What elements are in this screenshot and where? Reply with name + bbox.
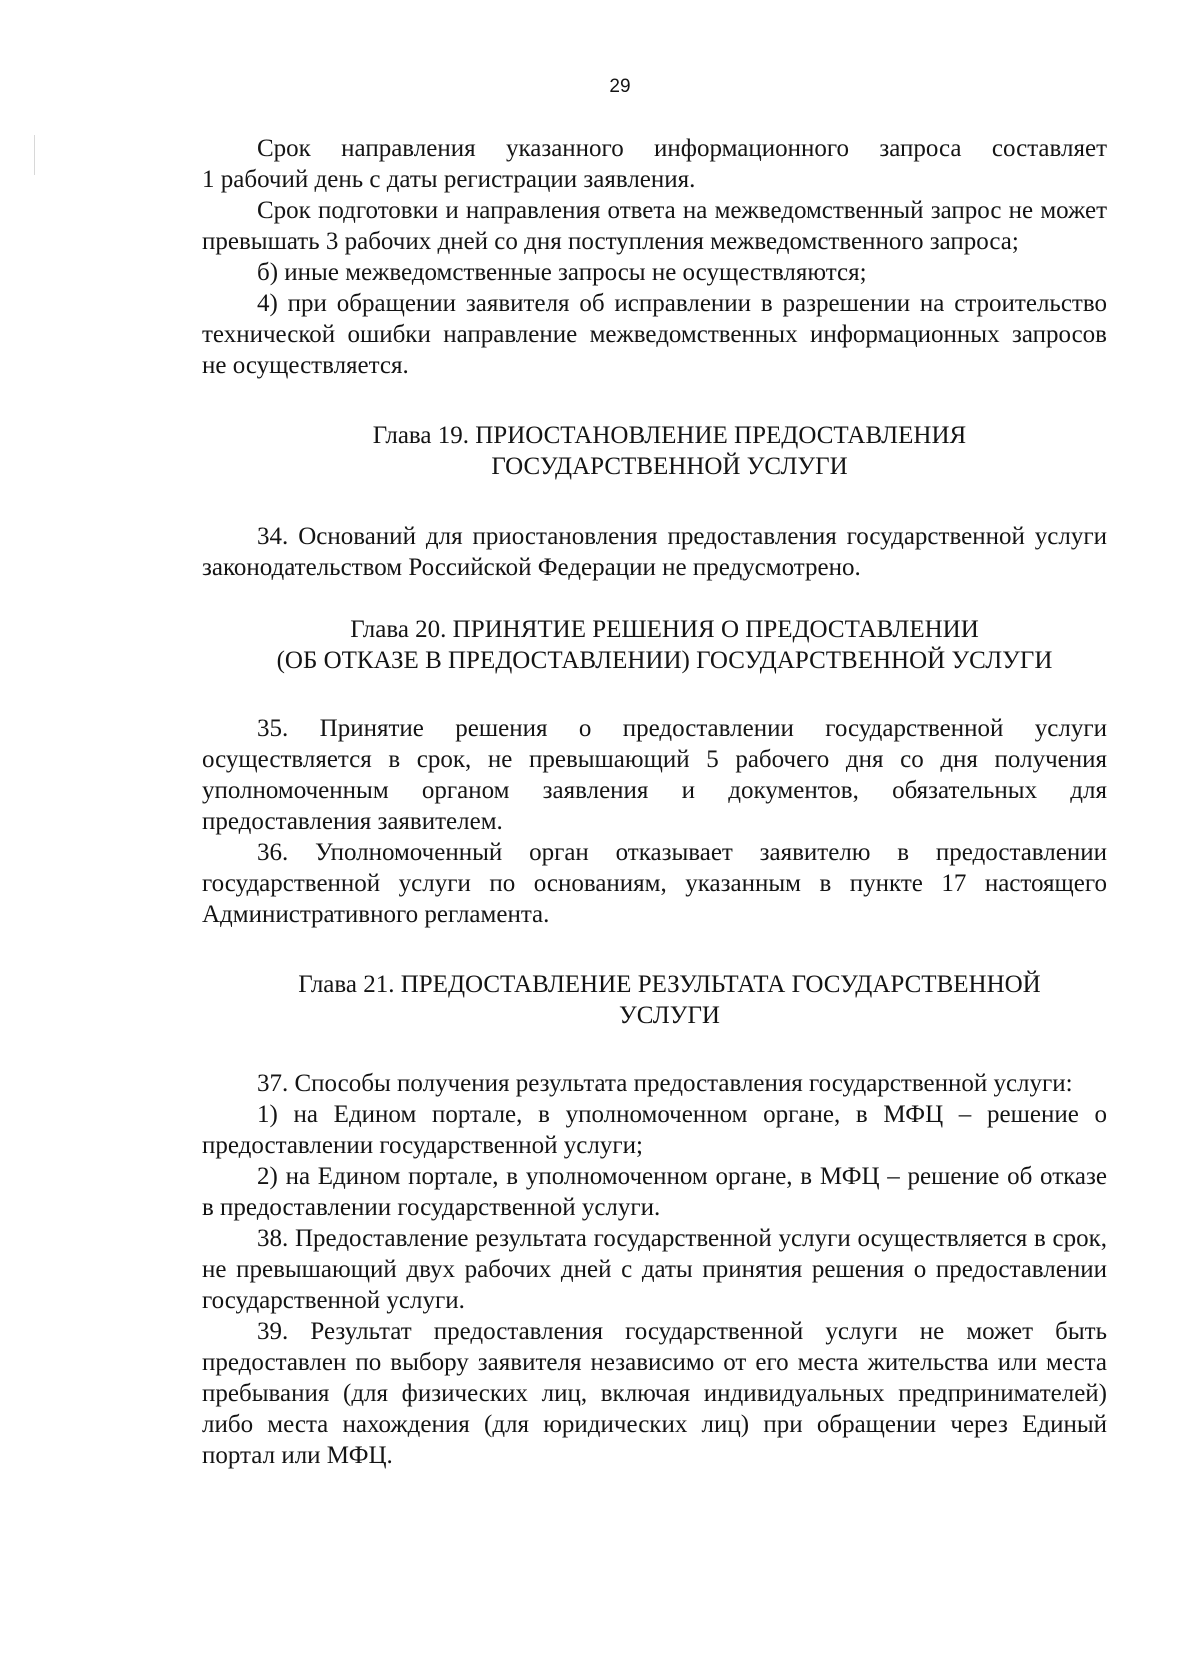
paragraph-request-deadline: Срок направления указанного информационного запроса составляет <box>257 135 1107 162</box>
chapter-21-heading <box>202 969 1107 1031</box>
chapter-19-heading <box>202 420 1107 482</box>
scan-artifact <box>34 135 35 175</box>
paragraph-request-deadline-cont: 1 рабочий день с даты регистрации заявления. <box>202 166 696 193</box>
paragraph-other-requests: б) иные межведомственные запросы не осуществляются; <box>257 259 867 286</box>
chapter-20-line1: Глава 20. ПРИНЯТИЕ РЕШЕНИЯ О ПРЕДОСТАВЛЕНИИ <box>350 616 979 643</box>
paragraph-37-item-2: 2) на Едином портале, в уполномоченном органе, в МФЦ – решение об отказе в предоставлении государственной услуги. <box>202 1163 1107 1221</box>
chapter-21-line2: УСЛУГИ <box>619 1002 720 1029</box>
paragraph-36: 36. Уполномоченный орган отказывает заявителю в предоставлении государственной услуги по основаниям, указанным в пункте 17 настоящего Административного регламента. <box>202 839 1107 928</box>
paragraph-34: 34. Оснований для приостановления предоставления государственной услуги законодательством Российской Федерации не предусмотрено. <box>202 523 1107 581</box>
page-number: 29 <box>609 76 631 97</box>
paragraph-35: 35. Принятие решения о предоставлении государственной услуги осуществляется в срок, не превышающий 5 рабочего дня со дня получения уполномоченным органом заявления и документов, обязательных для предоставления заявителем. <box>202 715 1107 835</box>
chapter-19-line2: ГОСУДАРСТВЕННОЙ УСЛУГИ <box>491 453 848 480</box>
chapter-19-line1: Глава 19. ПРИОСТАНОВЛЕНИЕ ПРЕДОСТАВЛЕНИЯ <box>372 422 967 449</box>
document-body <box>202 133 1107 1471</box>
paragraph-39: 39. Результат предоставления государственной услуги не может быть предоставлен по выбору заявителя независимо от его места жительства или места пребывания (для физических лиц, включая индивидуальных предпринимателей) либо места нахождения (для юридических лиц) при обращении через Единый портал или МФЦ. <box>202 1318 1107 1469</box>
paragraph-response-deadline: Срок подготовки и направления ответа на межведомственный запрос не может превышать 3 рабочих дней со дня поступления межведомственного запроса; <box>202 197 1107 255</box>
paragraph-37: 37. Способы получения результата предоставления государственной услуги: <box>257 1070 1073 1097</box>
chapter-20-heading <box>202 614 1107 676</box>
paragraph-technical-error: 4) при обращении заявителя об исправлении в разрешении на строительство технической ошибки направление межведомственных информационных запросов не осуществляется. <box>202 290 1107 379</box>
paragraph-37-item-1: 1) на Едином портале, в уполномоченном органе, в МФЦ – решение о предоставлении государственной услуги; <box>202 1101 1107 1159</box>
paragraph-38: 38. Предоставление результата государственной услуги осуществляется в срок, не превышающий двух рабочих дней с даты принятия решения о предоставлении государственной услуги. <box>202 1225 1107 1314</box>
chapter-20-line2: (ОБ ОТКАЗЕ В ПРЕДОСТАВЛЕНИИ) ГОСУДАРСТВЕННОЙ УСЛУГИ <box>276 647 1053 674</box>
chapter-21-line1: Глава 21. ПРЕДОСТАВЛЕНИЕ РЕЗУЛЬТАТА ГОСУДАРСТВЕННОЙ <box>298 971 1041 998</box>
